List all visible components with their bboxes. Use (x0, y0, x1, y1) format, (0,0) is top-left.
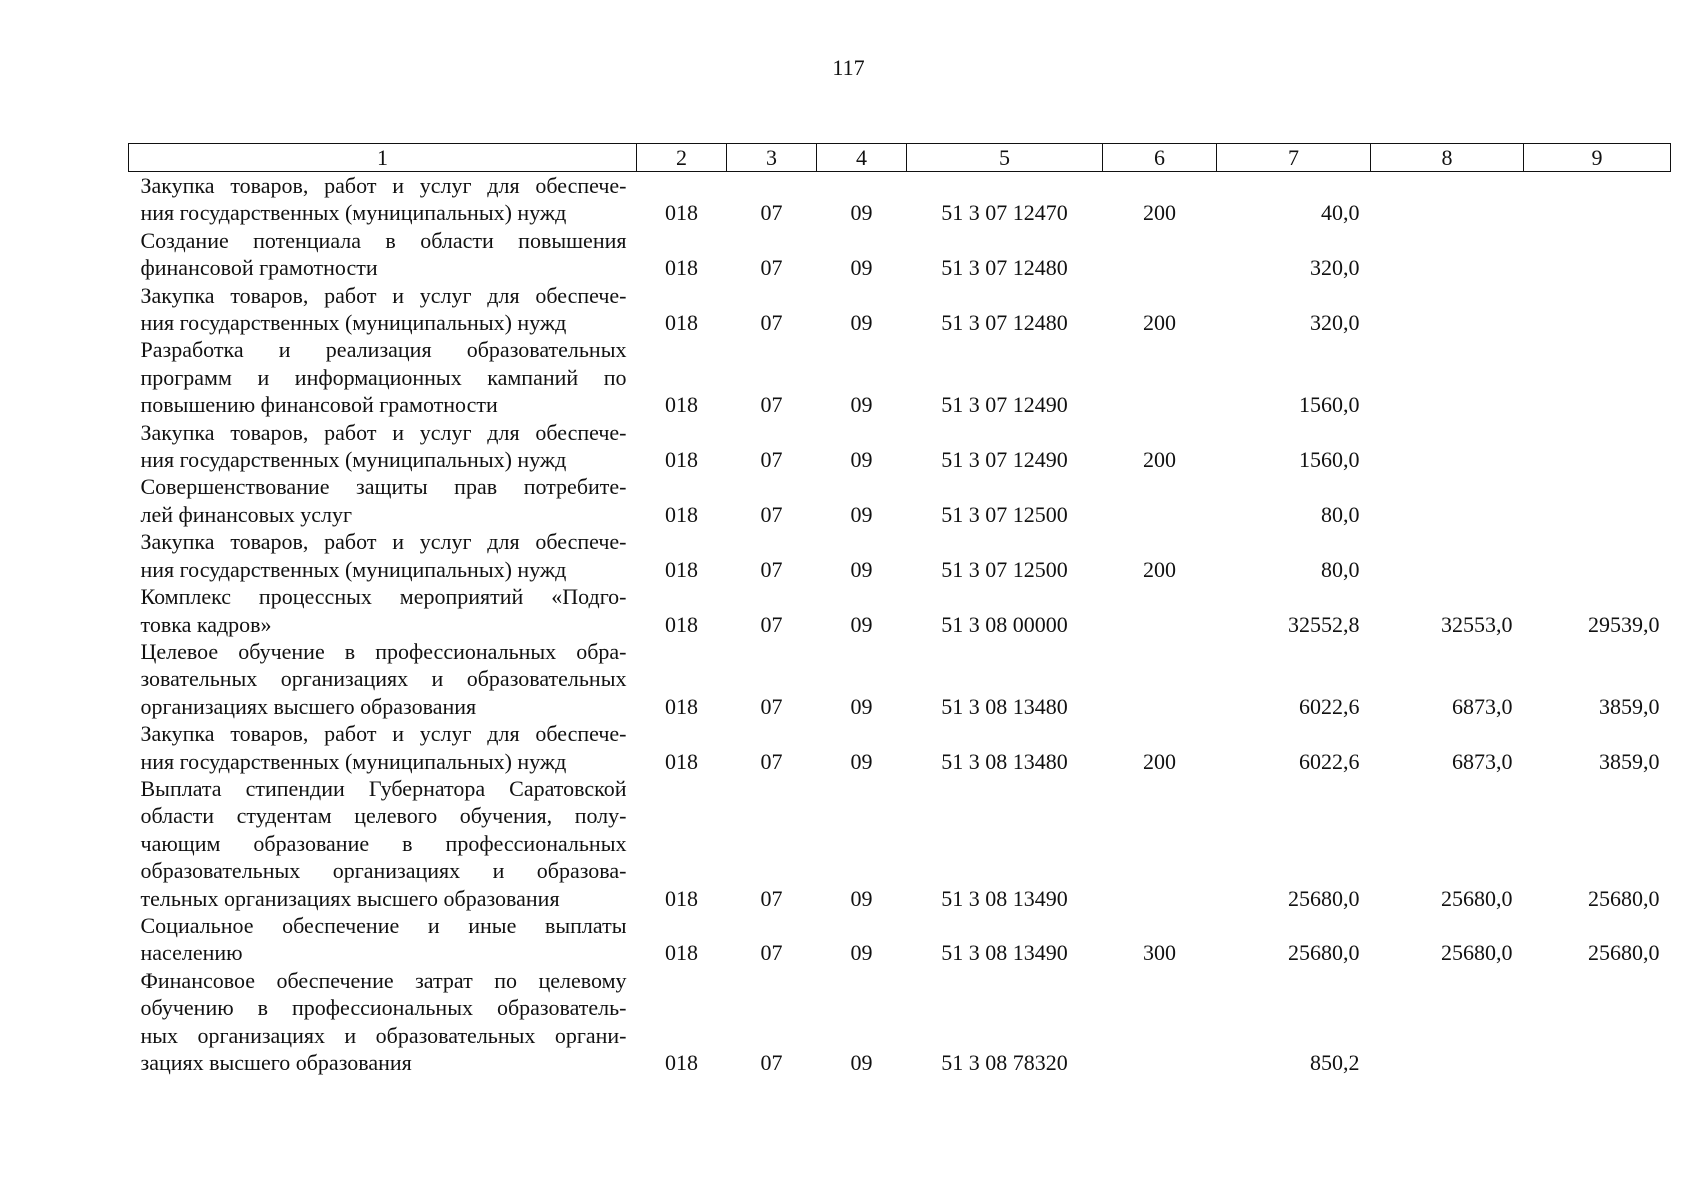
row-name-line: ния государственных (муниципальных) нужд (140, 310, 567, 336)
section-code: 07 (760, 447, 783, 473)
table-row (129, 720, 1671, 775)
row-name-line: зациях высшего образования (140, 1050, 412, 1075)
row-name (129, 282, 637, 337)
ministry-code: 018 (665, 1050, 698, 1075)
target-article-code: 51 3 07 12470 (941, 200, 1068, 226)
row-name-line: Разработка и реализация образовательных (140, 337, 627, 363)
amount-col-9: 25680,0 (1588, 940, 1660, 966)
table-row (129, 775, 1671, 912)
row-name-line: ния государственных (муниципальных) нужд (140, 556, 567, 582)
row-name (129, 720, 637, 775)
amount-col-7: 25680,0 (1288, 885, 1360, 911)
amount-col-7: 80,0 (1321, 501, 1360, 527)
table-row (129, 282, 1671, 337)
target-article-code: 51 3 08 13480 (941, 748, 1068, 774)
row-name-line: товка кадров» (140, 611, 272, 637)
table-row (129, 912, 1671, 967)
expense-type-code: 300 (1143, 940, 1176, 966)
row-name-line: населению (140, 940, 243, 966)
budget-table (128, 143, 1671, 1076)
row-name-line: ния государственных (муниципальных) нужд (140, 447, 567, 473)
section-code: 07 (760, 1050, 783, 1075)
row-name-line: лей финансовых услуг (140, 501, 353, 527)
target-article-code: 51 3 07 12490 (941, 447, 1068, 473)
amount-col-9 (1524, 528, 1671, 583)
amount-col-7: 1560,0 (1299, 447, 1360, 473)
row-name-line: ных организациях и образовательных органи- (140, 1022, 627, 1048)
row-name-line: области студентам целевого обучения, полу- (140, 803, 627, 829)
expense-type-code: 200 (1143, 200, 1176, 226)
table-row (129, 227, 1671, 282)
row-name-line: Закупка товаров, работ и услуг для обеспече- (140, 529, 627, 555)
amount-col-8: 25680,0 (1441, 940, 1513, 966)
table-row (129, 583, 1671, 638)
amount-col-9: 3859,0 (1599, 748, 1660, 774)
table-row (129, 336, 1671, 418)
section-code: 07 (760, 310, 783, 336)
row-name-line: Финансовое обеспечение затрат по целевому (140, 967, 627, 993)
header-col-9: 9 (1524, 144, 1671, 172)
ministry-code: 018 (665, 447, 698, 473)
row-name-line: повышению финансовой грамотности (140, 392, 498, 418)
row-name-line: зовательных организациях и образовательных (140, 666, 627, 692)
target-article-code: 51 3 07 12480 (941, 310, 1068, 336)
ministry-code: 018 (665, 501, 698, 527)
expense-type-code: 200 (1143, 748, 1176, 774)
amount-col-7: 6022,6 (1299, 693, 1360, 719)
target-article-code: 51 3 08 13490 (941, 885, 1068, 911)
ministry-code: 018 (665, 748, 698, 774)
amount-col-9 (1524, 336, 1671, 418)
amount-col-8 (1371, 528, 1524, 583)
amount-col-8: 32553,0 (1441, 611, 1513, 637)
section-code: 07 (760, 885, 783, 911)
expense-type-code: 200 (1143, 447, 1176, 473)
amount-col-8 (1371, 419, 1524, 474)
amount-col-8 (1371, 336, 1524, 418)
expense-type-code (1103, 583, 1217, 638)
header-col-8: 8 (1371, 144, 1524, 172)
amount-col-8: 25680,0 (1441, 885, 1513, 911)
section-code: 07 (760, 611, 783, 637)
amount-col-9 (1524, 172, 1671, 227)
row-name-line: финансовой грамотности (140, 255, 378, 281)
row-name-line: тельных организациях высшего образования (140, 885, 560, 911)
amount-col-9: 25680,0 (1588, 885, 1660, 911)
row-name-line: программ и информационных кампаний по (140, 364, 627, 390)
row-name-line: Совершенствование защиты прав потребите- (140, 474, 627, 500)
row-name-line: Комплекс процессных мероприятий «Подго- (140, 584, 627, 610)
subsection-code: 09 (850, 693, 873, 719)
row-name-line: чающим образование в профессиональных (140, 830, 627, 856)
row-name-line: обучению в профессиональных образователь- (140, 995, 627, 1021)
subsection-code: 09 (850, 1050, 873, 1075)
row-name-line: Закупка товаров, работ и услуг для обеспече- (140, 419, 627, 445)
amount-col-7: 40,0 (1321, 200, 1360, 226)
expense-type-code (1103, 638, 1217, 720)
target-article-code: 51 3 07 12480 (941, 255, 1068, 281)
section-code: 07 (760, 693, 783, 719)
header-col-5: 5 (907, 144, 1103, 172)
amount-col-9 (1524, 282, 1671, 337)
table-row (129, 967, 1671, 1077)
amount-col-8 (1371, 473, 1524, 528)
row-name-line: ния государственных (муниципальных) нужд (140, 200, 567, 226)
expense-type-code (1103, 967, 1217, 1077)
row-name (129, 172, 637, 227)
expense-type-code: 200 (1143, 310, 1176, 336)
section-code: 07 (760, 200, 783, 226)
subsection-code: 09 (850, 748, 873, 774)
amount-col-9: 3859,0 (1599, 693, 1660, 719)
row-name-line: Закупка товаров, работ и услуг для обеспече- (140, 173, 627, 198)
page-number: 117 (832, 55, 865, 80)
table-header (129, 144, 1671, 172)
row-name-line: организациях высшего образования (140, 693, 477, 719)
target-article-code: 51 3 07 12490 (941, 392, 1068, 418)
table-row (129, 528, 1671, 583)
row-name-line: Выплата стипендии Губернатора Саратовской (140, 775, 627, 801)
expense-type-code (1103, 336, 1217, 418)
row-name (129, 638, 637, 720)
amount-col-7: 6022,6 (1299, 748, 1360, 774)
amount-col-8 (1371, 967, 1524, 1077)
row-name (129, 583, 637, 638)
header-col-2: 2 (637, 144, 727, 172)
amount-col-9 (1524, 227, 1671, 282)
amount-col-7: 850,2 (1310, 1050, 1360, 1075)
target-article-code: 51 3 07 12500 (941, 501, 1068, 527)
header-col-4: 4 (817, 144, 907, 172)
table-row (129, 172, 1671, 227)
expense-type-code (1103, 775, 1217, 912)
row-name-line: Закупка товаров, работ и услуг для обеспече- (140, 282, 627, 308)
section-code: 07 (760, 501, 783, 527)
table-body (129, 172, 1671, 1077)
ministry-code: 018 (665, 255, 698, 281)
table-row (129, 419, 1671, 474)
subsection-code: 09 (850, 556, 873, 582)
ministry-code: 018 (665, 200, 698, 226)
row-name (129, 967, 637, 1077)
target-article-code: 51 3 08 78320 (941, 1050, 1068, 1075)
ministry-code: 018 (665, 940, 698, 966)
amount-col-9 (1524, 419, 1671, 474)
subsection-code: 09 (850, 447, 873, 473)
amount-col-8: 6873,0 (1452, 748, 1513, 774)
subsection-code: 09 (850, 501, 873, 527)
amount-col-8: 6873,0 (1452, 693, 1513, 719)
section-code: 07 (760, 255, 783, 281)
row-name (129, 912, 637, 967)
table-row (129, 473, 1671, 528)
header-col-7: 7 (1217, 144, 1371, 172)
expense-type-code (1103, 227, 1217, 282)
expense-type-code (1103, 473, 1217, 528)
amount-col-7: 320,0 (1310, 255, 1360, 281)
row-name (129, 775, 637, 912)
subsection-code: 09 (850, 611, 873, 637)
target-article-code: 51 3 08 00000 (941, 611, 1068, 637)
section-code: 07 (760, 748, 783, 774)
amount-col-9 (1524, 473, 1671, 528)
ministry-code: 018 (665, 310, 698, 336)
subsection-code: 09 (850, 310, 873, 336)
amount-col-8 (1371, 282, 1524, 337)
target-article-code: 51 3 08 13490 (941, 940, 1068, 966)
ministry-code: 018 (665, 693, 698, 719)
row-name-line: Закупка товаров, работ и услуг для обеспече- (140, 721, 627, 747)
ministry-code: 018 (665, 611, 698, 637)
header-col-3: 3 (727, 144, 817, 172)
ministry-code: 018 (665, 392, 698, 418)
amount-col-7: 25680,0 (1288, 940, 1360, 966)
target-article-code: 51 3 07 12500 (941, 556, 1068, 582)
amount-col-7: 80,0 (1321, 556, 1360, 582)
amount-col-8 (1371, 227, 1524, 282)
row-name-line: Создание потенциала в области повышения (140, 227, 627, 253)
row-name-line: Целевое обучение в профессиональных обра- (140, 638, 627, 664)
header-row (129, 144, 1671, 172)
amount-col-9 (1524, 967, 1671, 1077)
row-name-line: Социальное обеспечение и иные выплаты (140, 912, 627, 938)
ministry-code: 018 (665, 556, 698, 582)
target-article-code: 51 3 08 13480 (941, 693, 1068, 719)
section-code: 07 (760, 392, 783, 418)
amount-col-8 (1371, 172, 1524, 227)
amount-col-7: 1560,0 (1299, 392, 1360, 418)
row-name (129, 227, 637, 282)
subsection-code: 09 (850, 255, 873, 281)
row-name-line: образовательных организациях и образова- (140, 858, 627, 884)
ministry-code: 018 (665, 885, 698, 911)
row-name (129, 419, 637, 474)
row-name (129, 336, 637, 418)
amount-col-7: 32552,8 (1288, 611, 1360, 637)
row-name-line: ния государственных (муниципальных) нужд (140, 748, 567, 774)
row-name (129, 528, 637, 583)
subsection-code: 09 (850, 885, 873, 911)
expense-type-code: 200 (1143, 556, 1176, 582)
section-code: 07 (760, 556, 783, 582)
subsection-code: 09 (850, 392, 873, 418)
amount-col-7: 320,0 (1310, 310, 1360, 336)
header-col-6: 6 (1103, 144, 1217, 172)
row-name (129, 473, 637, 528)
amount-col-9: 29539,0 (1588, 611, 1660, 637)
subsection-code: 09 (850, 200, 873, 226)
section-code: 07 (760, 940, 783, 966)
subsection-code: 09 (850, 940, 873, 966)
table-row (129, 638, 1671, 720)
header-col-1: 1 (129, 144, 637, 172)
